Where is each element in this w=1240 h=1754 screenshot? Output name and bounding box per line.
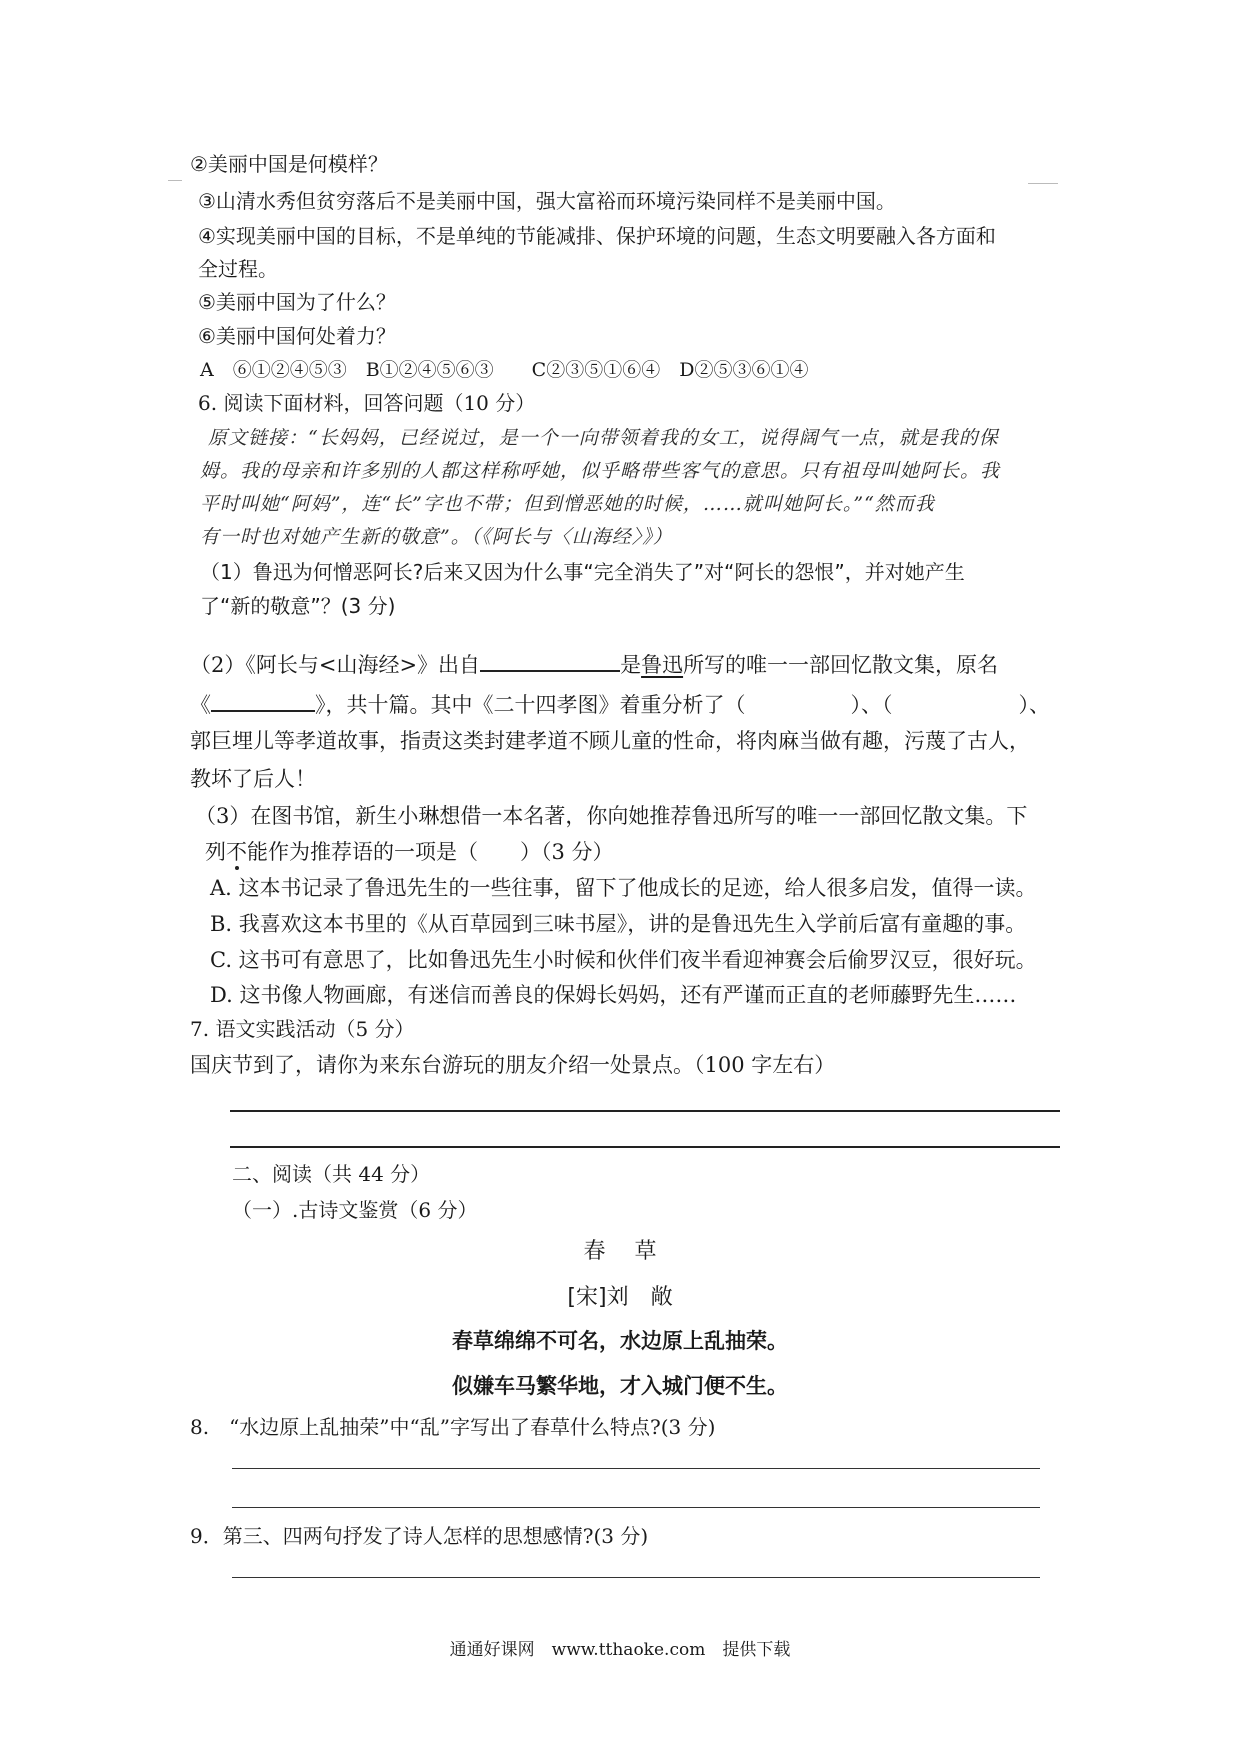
item-3: ③山清水秀但贫穷落后不是美丽中国，强大富裕而环境污染同样不是美丽中国。 (198, 189, 896, 213)
author-name: 鲁迅 (641, 653, 684, 677)
excerpt-line: 有一时也对她产生新的敬意”。（《阿长与〈山海经〉》） (200, 526, 673, 548)
answer-line[interactable] (230, 1146, 1060, 1148)
scan-artifact-rule (168, 180, 182, 181)
option-c: C. 这书可有意思了，比如鲁迅先生小时候和伙伴们夜半看迎神赛会后偷罗汉豆，很好玩。 (210, 948, 1037, 972)
question-6-2-text: （2）《阿长与<山海经>》出自 (190, 653, 481, 677)
section-2-subheading: （一）.古诗文鉴赏（6 分） (232, 1198, 478, 1222)
section-2-heading: 二、阅读（共 44 分） (232, 1162, 431, 1186)
answer-line[interactable] (232, 1468, 1040, 1469)
option-a: A. 这本书记录了鲁迅先生的一些往事，留下了他成长的足迹，给人很多启发，值得一读。 (210, 876, 1037, 900)
item-5: ⑤美丽中国为了什么？ (198, 290, 396, 314)
question-6-3-text: 能作为推荐语的一项是（ ）（3 分） (247, 840, 614, 864)
question-6-2-text: 》，共十篇。其中《二十四孝图》着重分析了（ ）、（ ）、 (315, 693, 1050, 717)
question-6-2-line3: 郭巨埋儿等孝道故事，指责这类封建孝道不顾儿童的性命，将肉麻当做有趣，污蔑了古人， (190, 729, 1030, 753)
poem-line: 春草绵绵不可名，水边原上乱抽荣。 (452, 1329, 788, 1353)
item-4-line1: ④实现美丽中国的目标，不是单纯的节能减排、保护环境的问题，生态文明要融入各方面和 (198, 224, 996, 248)
answer-line[interactable] (230, 1110, 1060, 1112)
question-9: 9．第三、四两句抒发了诗人怎样的思想感情?(3 分) (190, 1524, 649, 1548)
question-6-1-line2: 了“新的敬意”？(3 分) (200, 594, 396, 618)
question-7-heading: 7. 语文实践活动（5 分） (190, 1017, 415, 1041)
question-6-2-text: 《 (190, 693, 211, 717)
item-4-line2: 全过程。 (198, 257, 278, 281)
question-6-2-line4: 教坏了后人！ (190, 767, 316, 791)
question-6-3-text: 列 (205, 840, 226, 864)
excerpt-line: 姆。我的母亲和许多别的人都这样称呼她，似乎略带些客气的意思。只有祖母叫她阿长。我 (200, 460, 1001, 482)
question-6-2-line2 (190, 688, 1050, 719)
answer-line[interactable] (232, 1507, 1040, 1508)
question-6-heading: 6. 阅读下面材料，回答问题（10 分） (198, 391, 536, 415)
answer-blank-source[interactable] (480, 648, 620, 672)
answer-blank-original-title[interactable] (211, 688, 315, 712)
question-6-3-line1: （3）在图书馆，新生小琳想借一本名著，你向她推荐鲁迅所写的唯一一部回忆散文集。下 (195, 804, 1028, 828)
item-6: ⑥美丽中国何处着力？ (198, 324, 396, 348)
answer-options: A ⑥①②④⑤③ B①②④⑤⑥③ C②③⑤①⑥④ D②⑤③⑥①④ (200, 359, 809, 381)
question-6-2-line1 (190, 648, 998, 679)
option-d: D. 这书像人物画廊，有迷信而善良的保姆长妈妈，还有严谨而正直的老师藤野先生…… (210, 983, 1017, 1007)
poem-title: 春 草 (583, 1239, 657, 1264)
emphasis-dot-char: 不 (226, 840, 247, 864)
question-7-prompt: 国庆节到了，请你为来东台游玩的朋友介绍一处景点。（100 字左右） (190, 1053, 836, 1077)
item-2: ②美丽中国是何模样？ (190, 152, 388, 176)
question-6-1-line1: （1）鲁迅为何憎恶阿长?后来又因为什么事“完全消失了”对“阿长的怨恨”，并对她产生 (200, 560, 965, 584)
poem-line: 似嫌车马繁华地，才入城门便不生。 (452, 1374, 788, 1398)
poem-author: [宋]刘 敞 (567, 1285, 673, 1310)
excerpt-line: 平时叫她“阿妈”，连“长”字也不带；但到憎恶她的时候，……就叫她阿长。”“然而我 (200, 493, 935, 515)
question-6-2-text: 所写的唯一一部回忆散文集，原名 (683, 653, 999, 677)
question-6-2-text: 是 (620, 653, 642, 677)
answer-line[interactable] (232, 1577, 1040, 1578)
question-6-3-line2 (205, 838, 614, 866)
question-8: 8. “水边原上乱抽荣”中“乱”字写出了春草什么特点?(3 分) (190, 1415, 716, 1439)
excerpt-line: 原文链接：“长妈妈，已经说过，是一个一向带领着我的女工，说得阔气一点，就是我的保 (208, 427, 999, 449)
scan-artifact-rule (1028, 183, 1058, 184)
option-b: B. 我喜欢这本书里的《从百草园到三味书屋》，讲的是鲁迅先生入学前后富有童趣的事。 (210, 912, 1027, 936)
footer-source: 通通好课网 www.tthaoke.com 提供下载 (449, 1640, 791, 1660)
